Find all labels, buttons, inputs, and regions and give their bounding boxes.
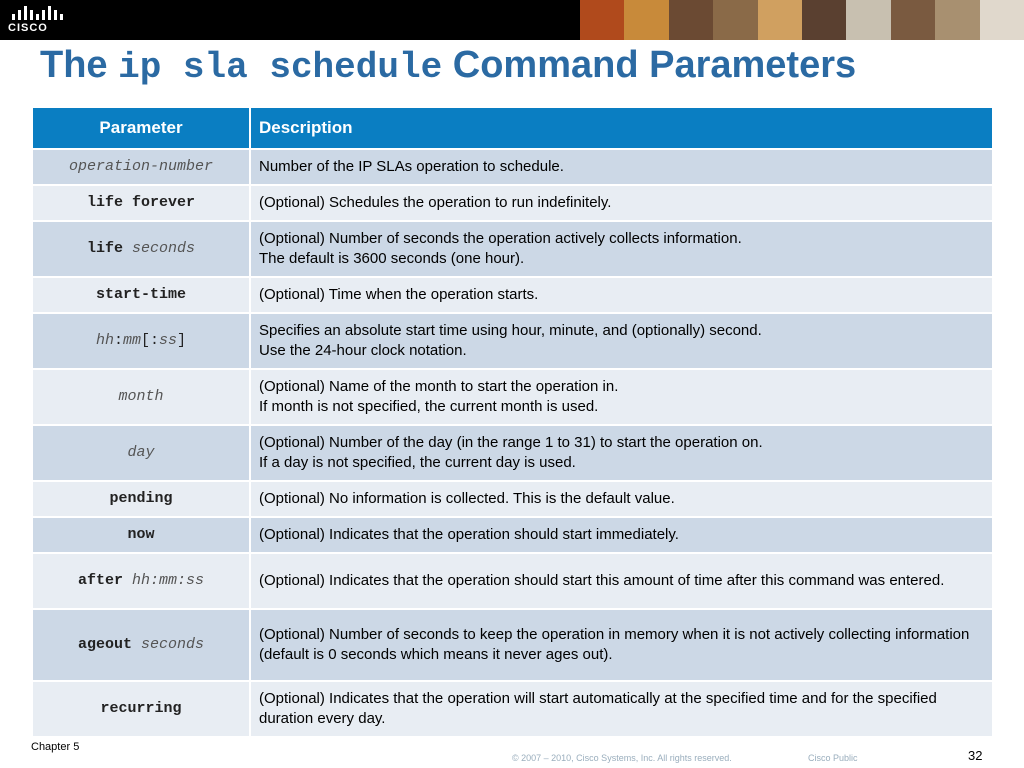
parameter-punctuation: : (113, 332, 123, 349)
table-row (32, 425, 993, 481)
description-line: (Optional) Indicates that the operation should start this amount of time after this command was entered. (259, 572, 945, 589)
cisco-logo (8, 6, 68, 36)
header-parameter: Parameter (32, 107, 250, 149)
parameter-cell (32, 425, 250, 481)
parameter-cell (32, 277, 250, 313)
description-line: If month is not specified, the current month is used. (259, 398, 599, 415)
photo-tile (713, 0, 757, 40)
table-row (32, 369, 993, 425)
parameter-cell (32, 517, 250, 553)
description-line: (Optional) Indicates that the operation should start immediately. (259, 526, 679, 543)
description-cell (250, 221, 993, 277)
description-cell (250, 277, 993, 313)
parameter-cell (32, 481, 250, 517)
footer-chapter: Chapter 5 (31, 741, 80, 753)
description-cell (250, 553, 993, 609)
parameter-cell (32, 369, 250, 425)
photo-tile (580, 0, 624, 40)
photo-tile (846, 0, 890, 40)
parameter-keyword: start-time (95, 286, 186, 303)
cisco-logo-bars-icon (12, 6, 68, 20)
description-line: (Optional) Time when the operation starts. (259, 286, 539, 303)
table-body (32, 149, 993, 737)
description-cell (250, 369, 993, 425)
title-prefix: The (40, 44, 108, 86)
description-cell (250, 609, 993, 681)
description-line: (Optional) Number of the day (in the range 1 to 31) to start the operation on. (259, 434, 763, 451)
parameter-argument: ss (159, 332, 178, 349)
description-cell (250, 481, 993, 517)
footer-copyright: © 2007 – 2010, Cisco Systems, Inc. All rights reserved. (512, 753, 732, 763)
table-row (32, 609, 993, 681)
description-line: If a day is not specified, the current day is used. (259, 454, 576, 471)
people-photo-strip (580, 0, 1024, 40)
title-command: ip sla schedule (118, 47, 443, 88)
page-number: 32 (968, 748, 983, 763)
description-line: (Optional) Number of seconds the operation actively collects information. (259, 230, 742, 247)
description-line: (Optional) No information is collected. This is the default value. (259, 490, 675, 507)
photo-tile (669, 0, 713, 40)
parameter-keyword: ageout (77, 636, 132, 653)
photo-tile (802, 0, 846, 40)
description-line: (Optional) Schedules the operation to run indefinitely. (259, 194, 612, 211)
parameter-argument: seconds (141, 636, 205, 653)
parameter-keyword: life (86, 240, 123, 257)
parameter-argument: hh (95, 332, 114, 349)
description-line: (Optional) Number of seconds to keep the operation in memory when it is not actively collecting information (default is 0 seconds which means it never ages out). (259, 626, 970, 663)
description-cell (250, 425, 993, 481)
parameter-argument: seconds (132, 240, 196, 257)
parameter-cell (32, 553, 250, 609)
parameter-argument: month (118, 388, 164, 405)
parameter-keyword: life forever (86, 194, 196, 211)
description-cell (250, 149, 993, 185)
footer-classification: Cisco Public (808, 753, 858, 763)
cisco-logo-text: CISCO (8, 22, 48, 34)
top-banner (0, 0, 1024, 40)
table-row (32, 277, 993, 313)
description-cell (250, 313, 993, 369)
description-line: The default is 3600 seconds (one hour). (259, 250, 525, 267)
parameter-punctuation: [: (141, 332, 160, 349)
table-row (32, 681, 993, 737)
parameter-cell (32, 609, 250, 681)
photo-tile (624, 0, 668, 40)
table-header-row (32, 107, 993, 149)
parameter-cell (32, 221, 250, 277)
description-line: Specifies an absolute start time using hour, minute, and (optionally) second. (259, 322, 762, 339)
parameter-keyword: now (127, 526, 155, 543)
parameter-argument: mm (122, 332, 141, 349)
parameter-keyword: after (77, 572, 123, 589)
parameter-argument: operation-number (68, 158, 214, 175)
parameters-table (31, 106, 994, 738)
page-title (40, 44, 856, 88)
description-line: Number of the IP SLAs operation to schedule. (259, 158, 564, 175)
description-line: (Optional) Name of the month to start the operation in. (259, 378, 619, 395)
table-row (32, 481, 993, 517)
photo-tile (758, 0, 802, 40)
description-line: Use the 24-hour clock notation. (259, 342, 467, 359)
parameter-cell (32, 313, 250, 369)
parameter-keyword: recurring (100, 700, 182, 717)
parameter-punctuation: ] (177, 332, 187, 349)
table-row (32, 553, 993, 609)
parameter-cell (32, 185, 250, 221)
description-cell (250, 517, 993, 553)
photo-tile (935, 0, 979, 40)
description-cell (250, 681, 993, 737)
parameter-argument: hh:mm:ss (132, 572, 205, 589)
table-row (32, 149, 993, 185)
header-description: Description (250, 107, 993, 149)
table-row (32, 517, 993, 553)
photo-tile (980, 0, 1024, 40)
table-row (32, 221, 993, 277)
parameter-argument: day (127, 444, 155, 461)
parameter-keyword: pending (109, 490, 173, 507)
table-row (32, 185, 993, 221)
parameter-cell (32, 681, 250, 737)
photo-tile (891, 0, 935, 40)
description-cell (250, 185, 993, 221)
table-row (32, 313, 993, 369)
description-line: (Optional) Indicates that the operation will start automatically at the specified time and for the specified duration every day. (259, 690, 937, 727)
parameter-cell (32, 149, 250, 185)
title-suffix: Command Parameters (452, 44, 857, 86)
